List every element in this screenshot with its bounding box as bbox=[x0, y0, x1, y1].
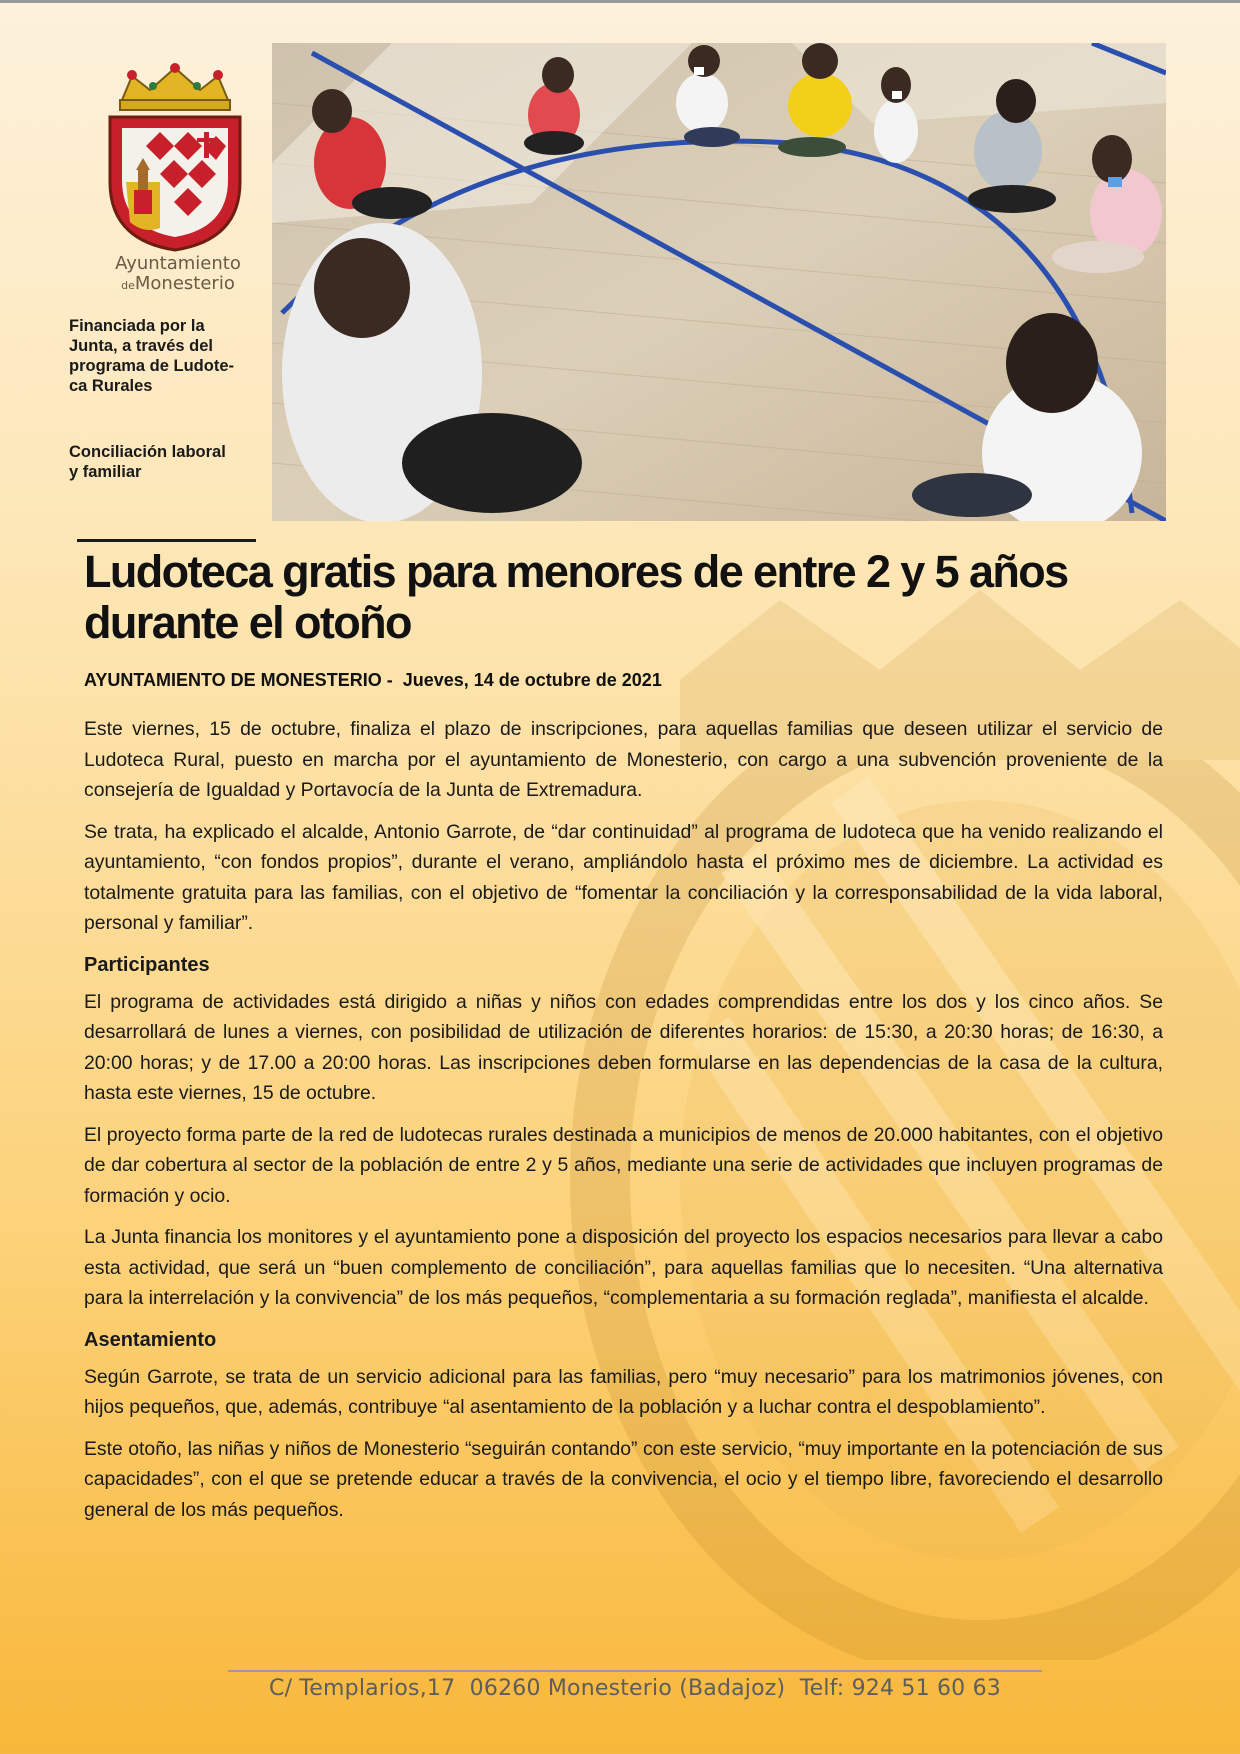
article-body bbox=[84, 714, 1163, 1536]
section-heading-asentamiento: Asentamiento bbox=[84, 1328, 217, 1351]
section-heading-participantes: Participantes bbox=[84, 953, 210, 976]
funding-note: Financiada por la Junta, a través del programa de Ludote- ca Rurales bbox=[69, 317, 235, 395]
page-top-border bbox=[0, 0, 1240, 3]
headline-rule bbox=[77, 539, 256, 542]
paragraph: El programa de actividades está dirigido a niñas y niños con edades comprendidas entre los dos y los cinco años. Se desarrollará de lunes a viernes, con posibilidad de utilización de diferentes horarios: de 15:30, a 20:30 horas; de 16:30, a 20:00 horas; y de 17.00 a 20:00 horas. Las inscripciones deben formularse en las dependencias de la casa de la cultura, hasta este viernes, 15 de octubre. bbox=[84, 990, 1163, 1104]
paragraph: El proyecto forma parte de la red de ludotecas rurales destinada a municipios de menos de 20.000 habitantes, con el objetivo de dar cobertura al sector de la población de entre 2 y 5 años, mediante una serie de actividades que incluyen programas de formación y ocio. bbox=[84, 1123, 1163, 1207]
paragraph: Este otoño, las niñas y niños de Monesterio “seguirán contando” con este servicio, “muy importante en la potenciación de sus capacidades”, con el que se pretende educar a través de la convivencia, el ocio y el tiempo libre, favoreciendo el desarrollo general de los más pequeños. bbox=[84, 1437, 1163, 1521]
footer-rule bbox=[228, 1670, 1042, 1672]
paragraph: Según Garrote, se trata de un servicio adicional para las familias, pero “muy necesario” para los matrimonios jóvenes, con hijos pequeños, que, además, contribuye “al asentamiento de la población y a luchar contra el despoblamiento”. bbox=[84, 1365, 1163, 1418]
article-headline: Ludoteca gratis para menores de entre 2 y 5 años durante el otoño bbox=[84, 546, 1068, 648]
organization-name-line1: Ayuntamiento bbox=[115, 253, 241, 274]
organization-name bbox=[98, 254, 258, 296]
municipal-crest-icon bbox=[100, 62, 250, 252]
footer-address: C/ Templarios,17 06260 Monesterio (Badajoz) Telf: 924 51 60 63 bbox=[269, 1676, 1001, 1701]
article-byline: AYUNTAMIENTO DE MONESTERIO - Jueves, 14 de octubre de 2021 bbox=[84, 670, 662, 690]
paragraph: La Junta financia los monitores y el ayuntamiento pone a disposición del proyecto los espacios necesarios para llevar a cabo esta actividad, que será un “buen complemento de conciliación”, para aquellas familias que lo necesiten. “Una alternativa para la interrelación y la convivencia” de los más pequeños, “complementaria a su formación reglada”, manifiesta el alcalde. bbox=[84, 1226, 1163, 1309]
paragraph: Este viernes, 15 de octubre, finaliza el plazo de inscripciones, para aquellas familias que deseen utilizar el servicio de Ludoteca Rural, puesto en marcha por el ayuntamiento de Monesterio, con cargo a una subvención proveniente de la consejería de Igualdad y Portavocía de la Junta de Extremadura. bbox=[84, 718, 1163, 801]
paragraph: Se trata, ha explicado el alcalde, Antonio Garrote, de “dar continuidad” al programa de ludoteca que ha venido realizando el ayuntamiento, “con fondos propios”, durante el verano, ampliándolo hasta el próximo mes de diciembre. La actividad es totalmente gratuita para las familias, con el objetivo de “fomentar la conciliación y la corresponsabilidad de la vida laboral, personal y familiar”. bbox=[84, 820, 1163, 934]
organization-name-prefix: de bbox=[121, 279, 135, 292]
children-sitting-circle-photo bbox=[272, 43, 1166, 521]
organization-name-line2 bbox=[98, 274, 258, 296]
organization-name-town: Monesterio bbox=[134, 273, 235, 294]
topic-note: Conciliación laboral y familiar bbox=[69, 443, 226, 481]
